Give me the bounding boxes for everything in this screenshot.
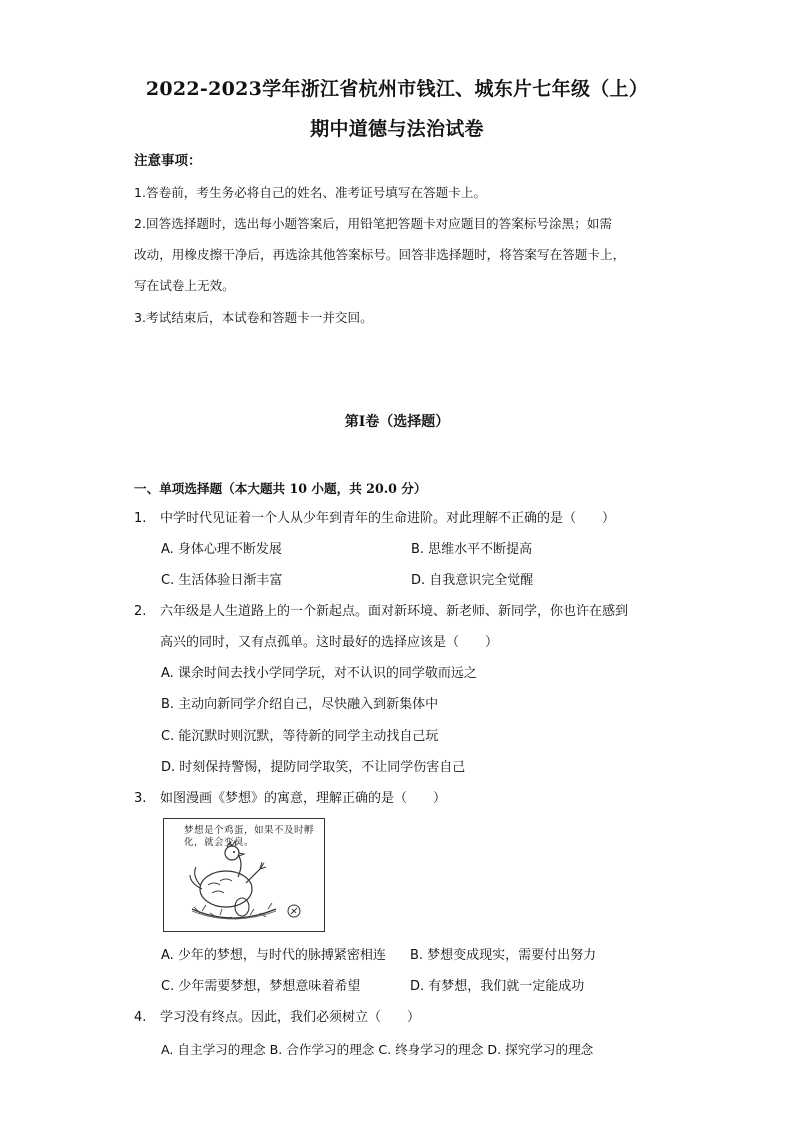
question-1-option-a: A. 身体心理不断发展 [161,542,282,557]
notice-item-2-line2: 改动，用橡皮擦干净后，再选涂其他答案标号。回答非选择题时，将答案写在答题卡上， [134,247,626,262]
question-3-option-d: D. 有梦想，我们就一定能成功 [410,979,585,994]
question-2-option-b: B. 主动向新同学介绍自己，尽快融入到新集体中 [161,697,439,712]
question-number: 2. [134,604,147,619]
question-3-option-c: C. 少年需要梦想，梦想意味着希望 [161,979,361,994]
question-4 [134,1002,664,1033]
question-4-option-d: D. 探究学习的理念 [487,1042,594,1057]
exam-title-line1: 2022-2023学年浙江省杭州市钱江、城东片七年级（上） [145,78,649,100]
notice-item-2-line1: 2.回答选择题时，选出每小题答案后，用铅笔把答题卡对应题目的答案标号涂黑；如需 [134,216,612,231]
question-2 [134,596,664,658]
question-number: 3. [134,791,147,806]
exam-title-line2: 期中道德与法治试卷 [310,118,484,140]
question-stem-line1: 六年级是人生道路上的一个新起点。面对新环境、新老师、新同学，你也许在感到 [160,604,629,619]
question-stem-line2: 高兴的同时，又有点孤单。这时最好的选择应该是（ ） [160,635,499,650]
question-3-option-b: B. 梦想变成现实，需要付出努力 [410,948,597,963]
notice-item-2-line3: 写在试卷上无效。 [134,278,235,293]
question-number: 1. [134,511,147,526]
question-stem: 如图漫画《梦想》的寓意，理解正确的是（ ） [160,791,447,806]
question-4-option-a: A. 自主学习的理念 [161,1042,266,1057]
dream-cartoon-image [163,818,325,932]
question-2-option-a: A. 课余时间去找小学同学玩，对不认识的同学敬而远之 [161,666,477,681]
question-1-option-b: B. 思维水平不断提高 [411,542,533,557]
question-stem: 中学时代见证着一个人从少年到青年的生命进阶。对此理解不正确的是（ ） [160,511,616,526]
question-stem: 学习没有终点。因此，我们必须树立（ ） [160,1010,421,1025]
notice-title: 注意事项： [134,153,202,169]
question-4-options [161,1034,593,1065]
notice-item-2 [134,208,674,301]
hen-on-nest-illustration [164,819,324,931]
question-4-option-b: B. 合作学习的理念 [269,1042,375,1057]
question-2-option-c: C. 能沉默时则沉默，等待新的同学主动找自己玩 [161,729,439,744]
question-1-option-c: C. 生活体验日渐丰富 [161,573,283,588]
cartoon-caption: 梦想是个鸡蛋，如果不及时孵化，就会变臭。 [184,825,315,848]
notice-item-3: 3.考试结束后，本试卷和答题卡一并交回。 [134,310,373,325]
section-title: 第Ⅰ卷（选择题） [344,414,450,430]
part-title: 一、单项选择题（本大题共 10 小题，共 20.0 分） [134,481,427,496]
question-2-option-d: D. 时刻保持警惕，提防同学取笑，不让同学伤害自己 [161,760,466,775]
question-1-option-d: D. 自我意识完全觉醒 [411,573,534,588]
notice-item-1: 1.答卷前，考生务必将自己的姓名、准考证号填写在答题卡上。 [134,185,487,200]
question-4-option-c: C. 终身学习的理念 [378,1042,484,1057]
question-1 [134,503,664,534]
question-3 [134,783,664,814]
question-3-option-a: A. 少年的梦想，与时代的脉搏紧密相连 [161,948,386,963]
question-number: 4. [134,1010,147,1025]
